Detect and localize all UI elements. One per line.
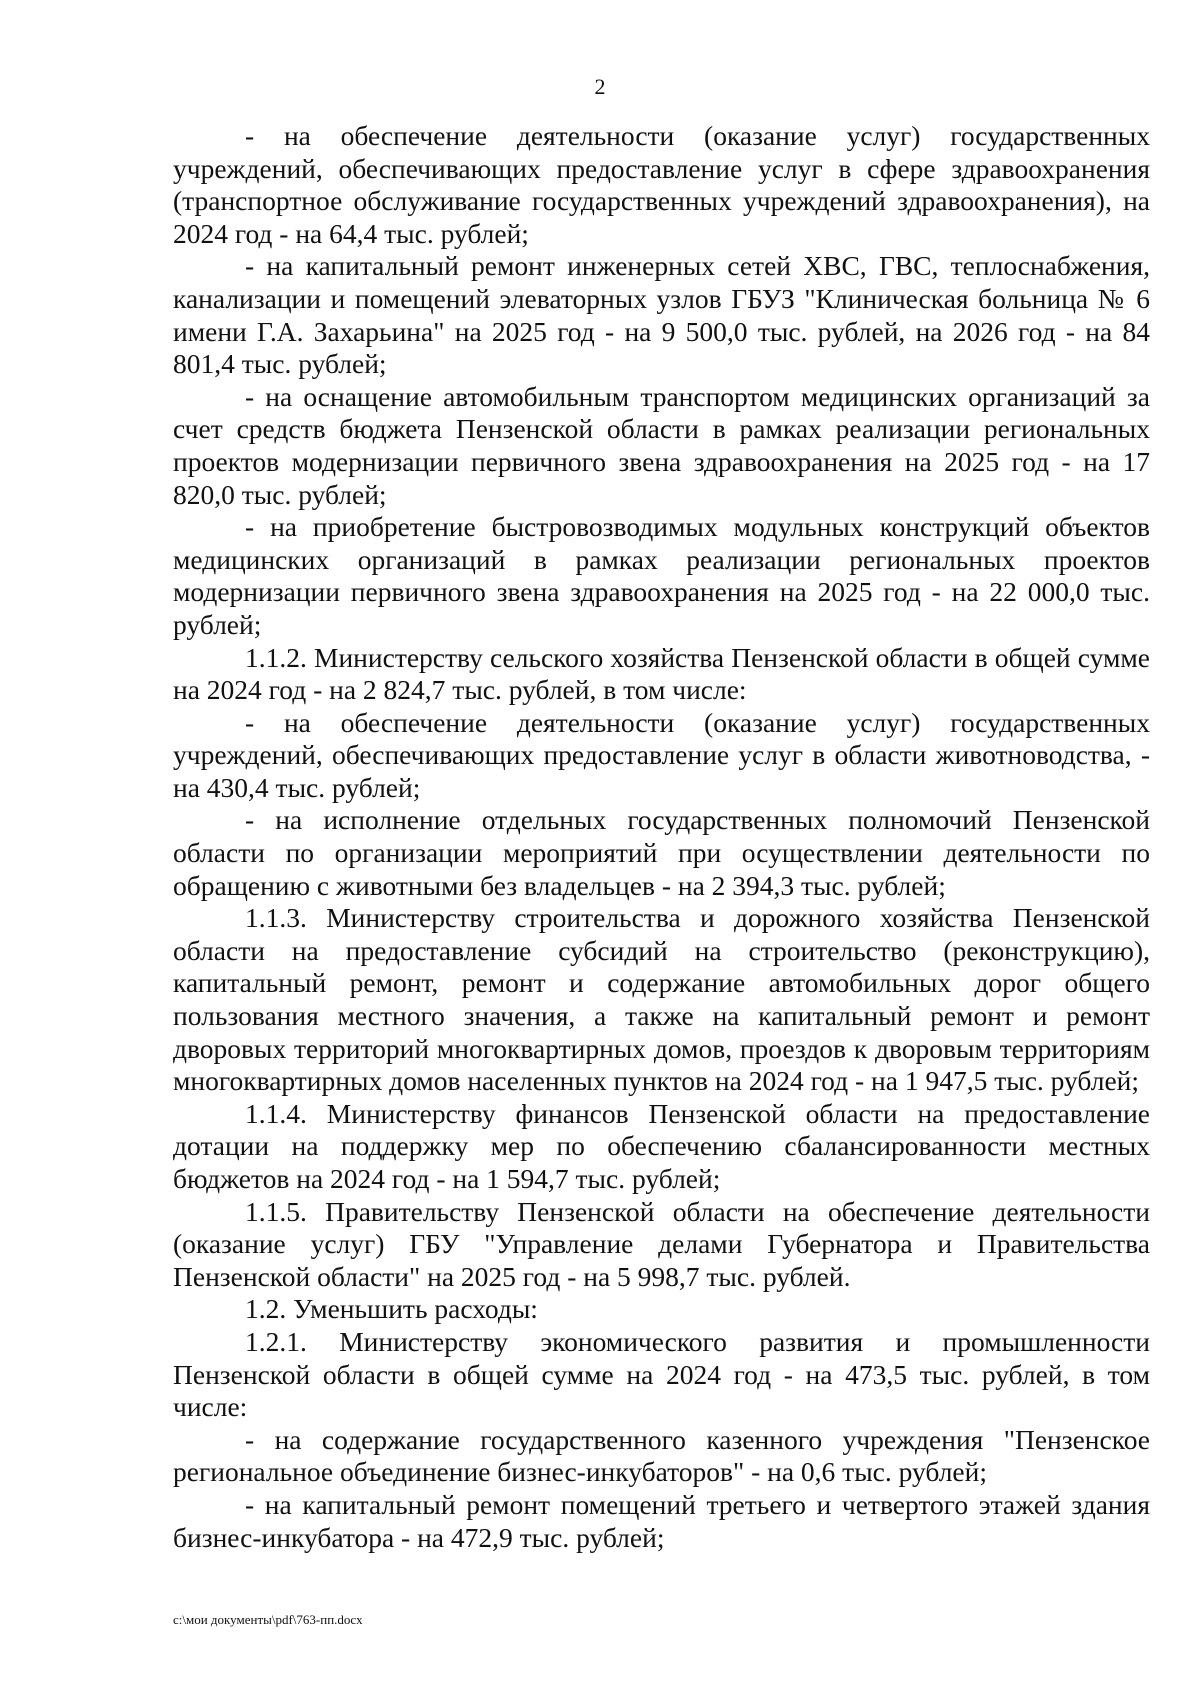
- paragraph-government-affairs: 1.1.5. Правительству Пензенской области на обеспечение деятельности (оказание услуг) ГБУ "Управление делами Губернатора и Правительства Пензенской области" на 2025 год - на 5 998,7 тыс. рублей.: [173, 1195, 1150, 1292]
- paragraph-agriculture-ministry: 1.1.2. Министерству сельского хозяйства Пензенской области в общей сумме на 2024 год - на 2 824,7 тыс. рублей, в том числе:: [173, 641, 1150, 706]
- paragraph-construction-ministry: 1.1.3. Министерству строительства и дорожного хозяйства Пензенской области на предоставление субсидий на строительство (реконструкцию), капитальный ремонт, ремонт и содержание автомобильных дорог общего пользования местного значения, а также на капитальный ремонт и ремонт дворовых территорий многоквартирных домов, проездов к дворовым территориям многоквартирных домов населенных пунктов на 2024 год - на 1 947,5 тыс. рублей;: [173, 902, 1150, 1097]
- paragraph-health-transport: - на обеспечение деятельности (оказание услуг) государственных учреждений, обеспечивающих предоставление услуг в сфере здравоохранения (транспортное обслуживание государственных учреждений здравоохранения), на 2024 год - на 64,4 тыс. рублей;: [173, 120, 1150, 249]
- footer-file-path: c:\мои документы\pdf\763-пп.docx: [173, 1612, 363, 1627]
- paragraph-incubator-repair: - на капитальный ремонт помещений третьего и четвертого этажей здания бизнес-инкубатора - на 472,9 тыс. рублей;: [173, 1488, 1150, 1553]
- paragraph-animal-handling: - на исполнение отдельных государственных полномочий Пензенской области по организации мероприятий при осуществлении деятельности по обращению с животными без владельцев - на 2 394,3 тыс. рублей;: [173, 804, 1150, 901]
- paragraph-vehicle-equipment: - на оснащение автомобильным транспортом медицинских организаций за счет средств бюджета Пензенской области в рамках реализации региональных проектов модернизации первичного звена здравоохранения на 2025 год - на 17 820,0 тыс. рублей;: [173, 380, 1150, 510]
- paragraph-finance-ministry: 1.1.4. Министерству финансов Пензенской области на предоставление дотации на поддержку мер по обеспечению сбалансированности местных бюджетов на 2024 год - на 1 594,7 тыс. рублей;: [173, 1097, 1150, 1194]
- paragraph-hospital-repair: - на капитальный ремонт инженерных сетей ХВС, ГВС, теплоснабжения, канализации и помещений элеваторных узлов ГБУЗ "Клиническая больница № 6 имени Г.А. Захарьина" на 2025 год - на 9 500,0 тыс. рублей, на 2026 год - на 84 801,4 тыс. рублей;: [173, 250, 1150, 380]
- paragraph-livestock-services: - на обеспечение деятельности (оказание услуг) государственных учреждений, обеспечивающих предоставление услуг в области животноводства, - на 430,4 тыс. рублей;: [173, 706, 1150, 803]
- paragraph-modular-structures: - на приобретение быстровозводимых модульных конструкций объектов медицинских организаций в рамках реализации региональных проектов модернизации первичного звена здравоохранения на 2025 год - на 22 000,0 тыс. рублей;: [173, 511, 1150, 640]
- document-body: [173, 120, 1150, 1554]
- paragraph-economy-ministry: 1.2.1. Министерству экономического развития и промышленности Пензенской области в общей сумме на 2024 год - на 473,5 тыс. рублей, в том числе:: [173, 1325, 1150, 1423]
- paragraph-business-incubators: - на содержание государственного казенного учреждения "Пензенское региональное объединение бизнес-инкубаторов" - на 0,6 тыс. рублей;: [173, 1423, 1150, 1488]
- paragraph-reduce-expenses: 1.2. Уменьшить расходы:: [245, 1293, 538, 1325]
- page-number: 2: [594, 74, 606, 99]
